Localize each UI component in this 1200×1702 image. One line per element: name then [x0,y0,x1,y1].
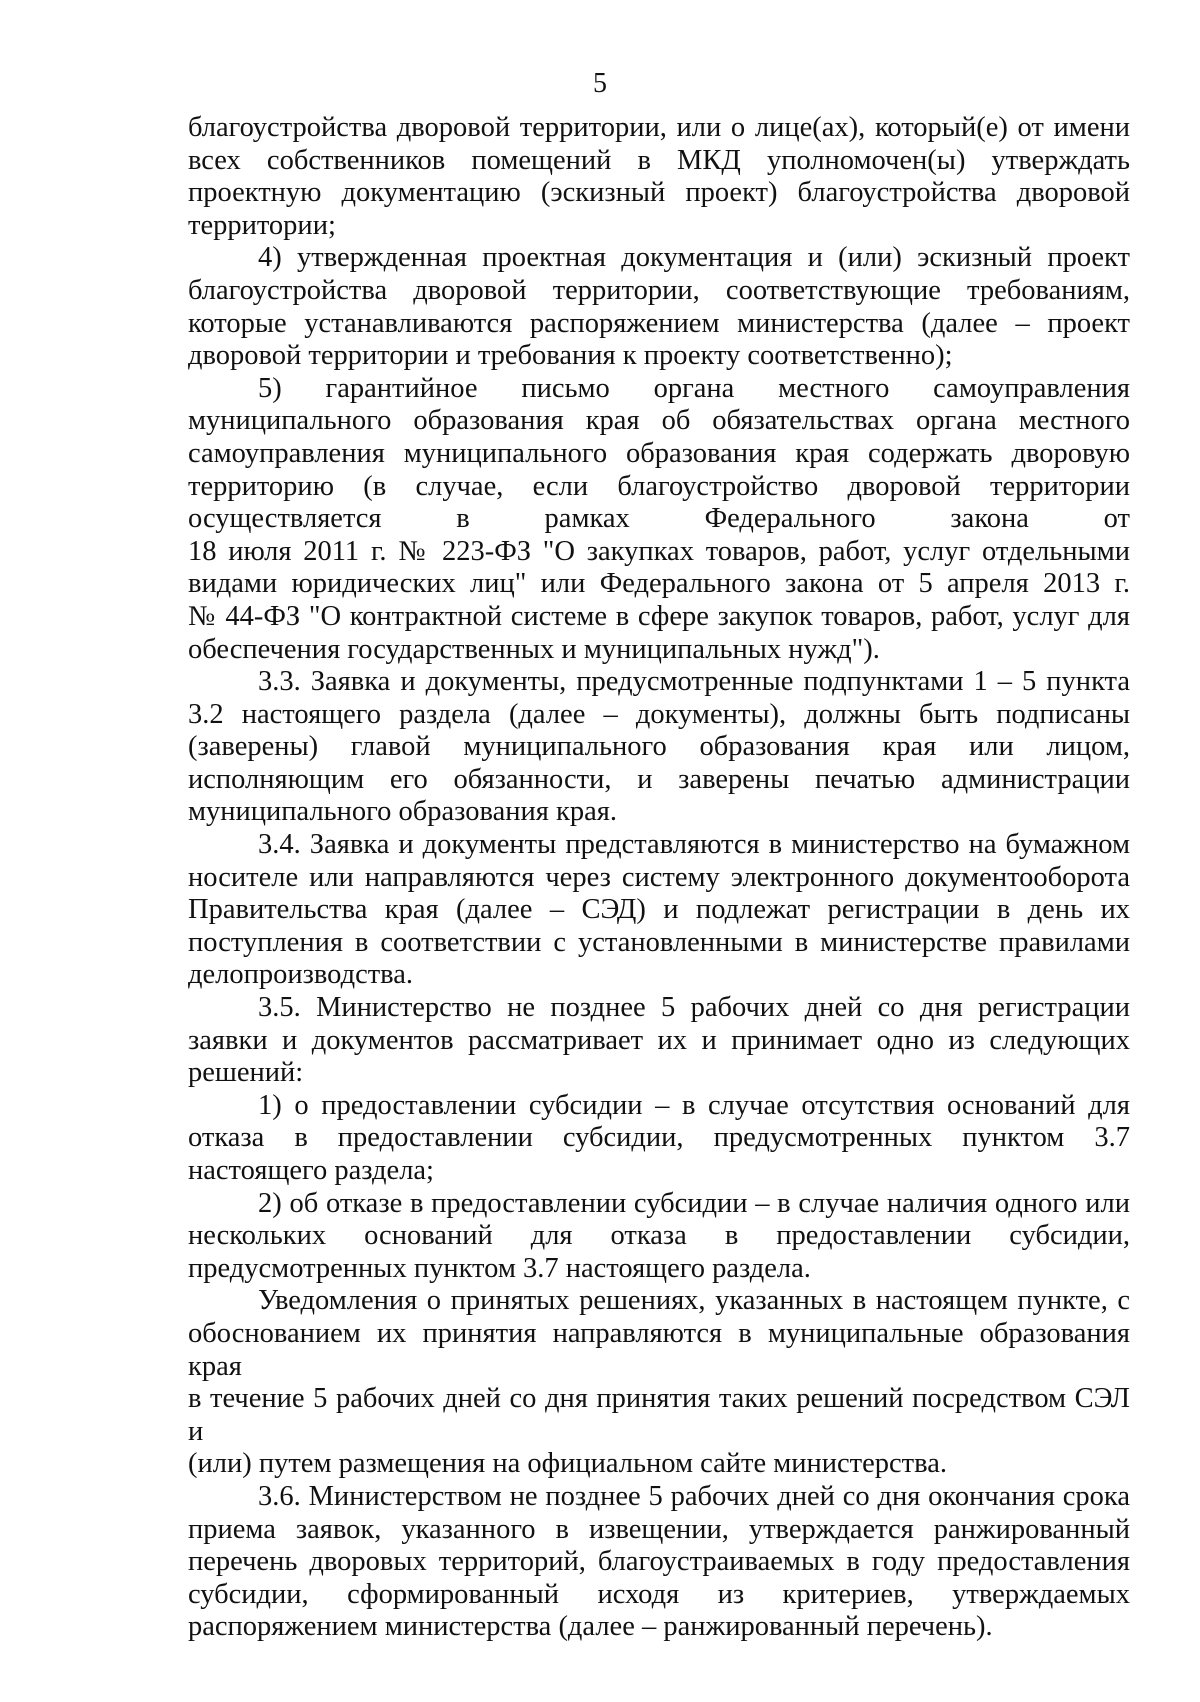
text-line: перечень дворовых территорий, благоустраиваемых в году предоставления [188,1546,1130,1578]
text-line: исполняющим его обязанности, и заверены печатью администрации [188,763,1130,795]
text-line: которые устанавливаются распоряжением министерства (далее – проект [188,307,1130,339]
text-line: в течение 5 рабочих дней со дня принятия таких решений посредством СЭЛ и [188,1383,1130,1447]
text-line: 5) гарантийное письмо органа местного самоуправления [258,372,1130,404]
text-line: № 44-ФЗ "О контрактной системе в сфере закупок товаров, работ, услуг для [188,600,1130,632]
text-line: субсидии, сформированный исходя из критериев, утверждаемых [188,1578,1130,1610]
paragraph [188,829,1130,992]
text-line: решений: [188,1057,304,1089]
text-line: 2) об отказе в предоставлении субсидии – в случае наличия одного или [258,1187,1130,1219]
text-line: 18 июля 2011 г. № 223-ФЗ "О закупках товаров, работ, услуг отдельными [188,535,1130,567]
page-number: 5 [593,68,607,99]
paragraph [188,1285,1130,1481]
text-line: 3.3. Заявка и документы, предусмотренные подпунктами 1 – 5 пункта [258,666,1130,698]
text-line: 3.5. Министерство не позднее 5 рабочих дней со дня регистрации [258,992,1130,1024]
text-line: видами юридических лиц" или Федерального закона от 5 апреля 2013 г. [188,568,1130,600]
text-line: обоснованием их принятия направляются в муниципальные образования края [188,1317,1130,1382]
text-line: Правительства края (далее – СЭД) и подлежат регистрации в день их [188,894,1130,926]
text-line: Уведомления о принятых решениях, указанных в настоящем пункте, с [258,1285,1130,1317]
text-line: 1) о предоставлении субсидии – в случае отсутствия оснований для [258,1089,1130,1121]
text-line: 4) утвержденная проектная документация и (или) эскизный проект [258,242,1130,274]
paragraph [188,1188,1130,1286]
text-line: делопроизводства. [188,959,414,991]
text-line: носителе или направляются через систему электронного документооборота [188,861,1130,893]
document-body [188,112,1130,1644]
paragraph [188,666,1130,829]
text-line: обеспечения государственных и муниципальных нужд"). [188,633,880,665]
text-line: (заверены) главой муниципального образования края или лицом, [188,731,1130,763]
text-line: муниципального образования края. [188,796,617,828]
paragraph [188,1090,1130,1188]
text-line: настоящего раздела; [188,1155,434,1186]
text-line: самоуправления муниципального образования края содержать дворовую [188,437,1130,469]
paragraph [188,242,1130,372]
text-line: 3.6. Министерством не позднее 5 рабочих дней со дня окончания срока [258,1480,1130,1512]
text-line: (или) путем размещения на официальном сайте министерства. [188,1448,947,1480]
paragraph [188,1481,1130,1644]
text-line: осуществляется в рамках Федерального закона от [188,503,1130,535]
text-line: поступления в соответствии с установленными в министерстве правилами [188,926,1130,958]
text-line: благоустройства дворовой территории, соответствующие требованиям, [188,274,1130,306]
text-line: благоустройства дворовой территории, или о лице(ах), который(е) от имени [188,112,1130,143]
text-line: нескольких оснований для отказа в предоставлении субсидии, [188,1220,1130,1252]
text-line: всех собственников помещений в МКД уполномочен(ы) утверждать [188,144,1130,176]
text-line: распоряжением министерства (далее – ранжированный перечень). [188,1611,993,1643]
text-line: приема заявок, указанного в извещении, утверждается ранжированный [188,1513,1130,1545]
text-line: дворовой территории и требования к проекту соответственно); [188,340,953,372]
text-line: территории; [188,209,336,241]
text-line: проектную документацию (эскизный проект) благоустройства дворовой [188,177,1130,209]
text-line: территорию (в случае, если благоустройство дворовой территории [188,470,1130,502]
paragraph [188,992,1130,1090]
text-line: предусмотренных пунктом 3.7 настоящего раздела. [188,1252,811,1284]
paragraph [188,373,1130,666]
text-line: заявки и документов рассматривает их и принимает одно из следующих [188,1024,1130,1056]
text-line: отказа в предоставлении субсидии, предусмотренных пунктом 3.7 [188,1122,1130,1154]
text-line: 3.4. Заявка и документы представляются в министерство на бумажном [258,829,1130,861]
paragraph [188,112,1130,242]
text-line: муниципального образования края об обязательствах органа местного [188,405,1130,437]
text-line: 3.2 настоящего раздела (далее – документы), должны быть подписаны [188,698,1130,730]
